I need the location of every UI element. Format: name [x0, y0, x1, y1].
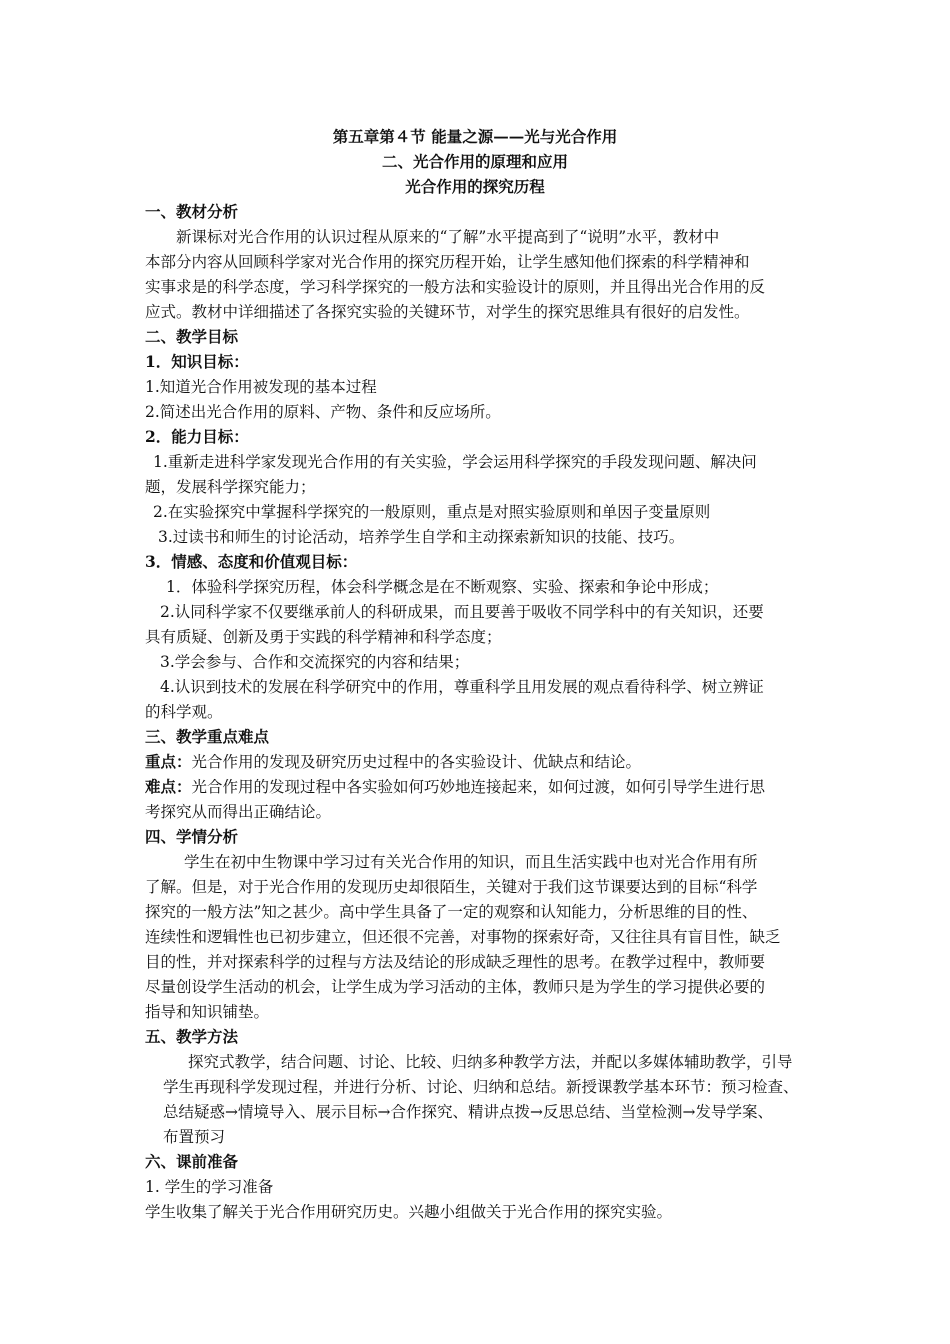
list-item: 的科学观。: [145, 703, 223, 721]
paragraph-line: 连续性和逻辑性也已初步建立，但还很不完善，对事物的探索好奇，又往往具有盲目性，缺乏: [145, 928, 781, 946]
key-point-label: 重点：: [145, 752, 192, 771]
paragraph-line: 应式。教材中详细描述了各探究实验的关键环节，对学生的探究思维具有很好的启发性。: [145, 303, 750, 321]
difficulty-label: 难点：: [145, 777, 192, 796]
paragraph-line: 布置预习: [163, 1128, 226, 1146]
list-item: 3.过读书和师生的讨论活动，培养学生自学和主动探索新知识的技能、技巧。: [158, 528, 685, 546]
paragraph-line: 新课标对光合作用的认识过程从原来的“了解”水平提高到了“说明”水平，教材中: [176, 228, 720, 246]
paragraph-line: 目的性，并对探索科学的过程与方法及结论的形成缺乏理性的思考。在教学过程中，教师要: [145, 953, 766, 971]
section-heading-6: 六、课前准备: [145, 1152, 239, 1171]
paragraph-line: 探究的一般方法”知之甚少。高中学生具备了一定的观察和认知能力，分析思维的目的性、: [145, 903, 758, 921]
doc-subtitle-2: 光合作用的探究历程: [405, 177, 545, 196]
paragraph-line: 指导和知识铺垫。: [145, 1003, 270, 1021]
paragraph-line: 本部分内容从回顾科学家对光合作用的探究历程开始，让学生感知他们探索的科学精神和: [145, 253, 750, 271]
paragraph-line: 学生再现科学发现过程，并进行分析、讨论、归纳和总结。新授课教学基本环节：预习检查、: [163, 1078, 799, 1096]
list-item: 3.学会参与、合作和交流探究的内容和结果；: [160, 653, 470, 671]
difficulty-point: [145, 775, 765, 799]
section-heading-2: 二、教学目标: [145, 327, 239, 346]
paragraph-line: 探究式教学，结合问题、讨论、比较、归纳多种教学方法，并配以多媒体辅助教学，引导: [188, 1053, 793, 1071]
list-item: 2.简述出光合作用的原料、产物、条件和反应场所。: [145, 403, 501, 421]
paragraph-line: 实事求是的科学态度，学习科学探究的一般方法和实验设计的原则，并且得出光合作用的反: [145, 278, 766, 296]
paragraph-line: 总结疑惑→情境导入、展示目标→合作探究、精讲点拨→反思总结、当堂检测→发导学案、: [163, 1103, 773, 1121]
list-item: 1．体验科学探究历程，体会科学概念是在不断观察、实验、探索和争论中形成；: [166, 578, 719, 596]
doc-title: 第五章第４节 能量之源——光与光合作用: [332, 127, 618, 146]
list-item: 1.知道光合作用被发现的基本过程: [145, 378, 377, 396]
list-item: 题，发展科学探究能力；: [145, 478, 316, 496]
subheading-emotion: 3．情感、态度和价值观目标：: [145, 552, 358, 571]
section-heading-4: 四、学情分析: [145, 827, 239, 846]
key-point-text: 光合作用的发现及研究历史过程中的各实验设计、优缺点和结论。: [191, 753, 642, 771]
list-item: 1.重新走进科学家发现光合作用的有关实验，学会运用科学探究的手段发现问题、解决问: [153, 453, 757, 471]
paragraph-line: 了解。但是，对于光合作用的发现历史却很陌生，关键对于我们这节课要达到的目标“科学: [145, 878, 758, 896]
paragraph-line: 尽量创设学生活动的机会，让学生成为学习活动的主体，教师只是为学生的学习提供必要的: [145, 978, 766, 996]
section-heading-5: 五、教学方法: [145, 1027, 239, 1046]
list-item: 具有质疑、创新及勇于实践的科学精神和科学态度；: [145, 628, 502, 646]
paragraph-line: 学生在初中生物课中学习过有关光合作用的知识，而且生活实践中也对光合作用有所: [184, 853, 758, 871]
subheading-ability: 2．能力目标：: [145, 427, 249, 446]
list-item: 2.在实验探究中掌握科学探究的一般原则，重点是对照实验原则和单因子变量原则: [153, 503, 711, 521]
subheading-student-prep: 1. 学生的学习准备: [145, 1178, 274, 1196]
list-item: 2.认同科学家不仅要继承前人的科研成果，而且要善于吸收不同学科中的有关知识，还要: [160, 603, 764, 621]
section-heading-3: 三、教学重点难点: [145, 727, 270, 746]
section-heading-1: 一、教材分析: [145, 202, 239, 221]
paragraph-line: 学生收集了解关于光合作用研究历史。兴趣小组做关于光合作用的探究实验。: [145, 1203, 673, 1221]
subheading-knowledge: 1．知识目标：: [145, 352, 249, 371]
doc-subtitle: 二、光合作用的原理和应用: [381, 152, 568, 171]
difficulty-text: 光合作用的发现过程中各实验如何巧妙地连接起来，如何过渡，如何引导学生进行思: [191, 778, 766, 796]
list-item: 4.认识到技术的发展在科学研究中的作用，尊重科学且用发展的观点看待科学、树立辨证: [160, 678, 764, 696]
key-point: [145, 750, 641, 774]
paragraph-line: 考探究从而得出正确结论。: [145, 803, 332, 821]
